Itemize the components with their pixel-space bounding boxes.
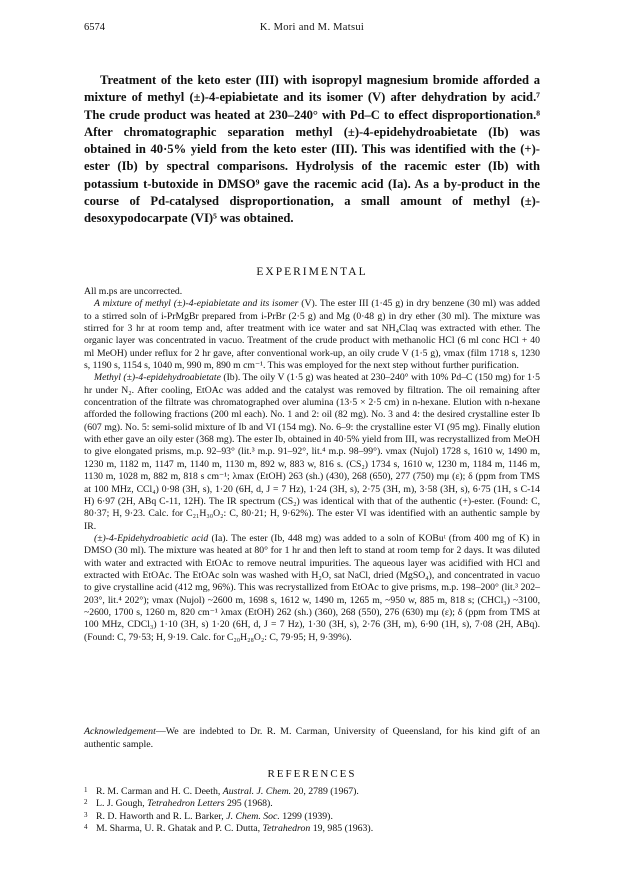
intro-section	[84, 72, 540, 228]
reference-item	[84, 811, 540, 823]
running-head-authors: K. Mori and M. Matsui	[259, 22, 365, 33]
running-head	[84, 22, 540, 36]
paragraph-2-body: (Ib). The oily V (1·5 g) was heated at 230–240° with 10% Pd–C (150 mg) for 1·5 hr under N₂. After cooling, EtOAc was added and the catalyst was removed by filtration. The oil remaining after concentration of the filtrate was chromatographed over alumina (13·5 × 2·5 cm) in n-hexane. Elution with n-hexane afforded the following fractions (200 ml each). No. 1 and 2: oil (82 mg). No. 3 and 4: the desired crystalline ester Ib (607 mg). No. 5: semi-solid mixture of Ib and VI (154 mg). No. 6–9: the crystalline ester VI (95 mg). Finally elution with ether gave an oily ester (368 mg). The ester Ib, obtained in 40·5% yield from III, was recrystallized from MeOH to give elongated prisms, m.p. 92–93° (lit.³ m.p. 91–92°, lit.⁴ m.p. 98–99°). νmax (Nujol) 1728 s, 1610 w, 1490 m, 1230 m, 1182 m, 1147 m, 1140 m, 1130 m, 892 w, 883 w, 816 s. (CS₂) 1734 s, 1610 w, 1230 m, 1184 m, 1146 m, 1130 m, 1028 m, 882 m, 818 s cm⁻¹; λmax (EtOH) 263 (sh.) (430), 268 (650), 277 (750) mμ (ε); δ (ppm from TMS at 100 MHz, CCl₄) 0·98 (3H, s), 1·20 (6H, d, J = 7 Hz), 1·24 (3H, s), 2·75 (3H, m), 3·58 (3H, s), 6·75 (1H, s C-14 H) 6·97 (2H, ABq C-11, 12H). The IR spectrum (CS₂) was identical with that of the authentic (+)-ester. (Found: C, 80·37; H, 9·23. Calc. for C₂₁H₃₀O₂: C, 80·21; H, 9·62%). The ester VI was identified with an authentic sample by IR.	[84, 372, 540, 532]
reference-details: 295 (1968).	[224, 798, 273, 810]
paragraph-1-title: A mixture of methyl (±)-4-epiabietate and its isomer	[94, 298, 299, 310]
reference-item	[84, 786, 540, 798]
reference-list	[84, 786, 540, 836]
reference-journal: Austral. J. Chem.	[222, 786, 292, 797]
reference-number: 3	[84, 810, 88, 819]
experimental-paragraph-2	[84, 372, 540, 532]
reference-journal: Tetrahedron Letters	[147, 798, 225, 810]
acknowledgement-section	[84, 726, 540, 751]
paragraph-3-title: (±)-4-Epidehydroabietic acid	[94, 532, 209, 544]
reference-authors: M. Sharma, U. R. Ghatak and P. C. Dutta,	[96, 823, 263, 835]
references-heading: REFERENCES	[267, 768, 357, 780]
reference-journal: Tetrahedron	[262, 823, 311, 835]
reference-authors: R. M. Carman and H. C. Deeth,	[96, 786, 223, 797]
experimental-paragraph-3	[84, 533, 540, 644]
reference-number: 4	[84, 823, 88, 832]
reference-authors: L. J. Gough,	[96, 798, 148, 810]
paragraph-2-title: Methyl (±)-4-epidehydroabietate	[94, 372, 221, 384]
paragraph-1-body: (V). The ester III (1·45 g) in dry benzene (30 ml) was added to a stirred soln of i-PrMgBr prepared from i-PrBr (2·5 g) and Mg (0·48 g) in dry ether (30 ml). The mixture was stirred for 3 hr at room temp and, after treatment with ice water and sat NH₄Claq was extracted with ether. The organic layer was concentrated in vacuo. Treatment of the crude product with methanolic HCl (6 ml conc HCl + 40 ml MeOH) under reflux for 2 hr gave, after conventional work-up, an oily crude V (1·5 g), νmax (film 1718 s, 1230 s, 1190 s, 1154 s, 1040 m, 990 m, 890 m cm⁻¹. This was employed for the next step without further purification.	[84, 298, 540, 372]
page-number: 6574	[84, 22, 105, 33]
experimental-paragraph-1	[84, 298, 540, 372]
reference-item	[84, 798, 540, 810]
reference-details: 1299 (1939).	[279, 810, 333, 822]
reference-details: 20, 2789 (1967).	[291, 786, 359, 797]
experimental-note: All m.ps are uncorrected.	[84, 286, 183, 297]
experimental-heading: EXPERIMENTAL	[256, 266, 368, 278]
reference-authors: R. D. Haworth and R. L. Barker,	[96, 810, 227, 822]
reference-journal: J. Chem. Soc.	[226, 810, 280, 822]
reference-number: 2	[84, 798, 88, 807]
paragraph-3-body: (Ia). The ester (Ib, 448 mg) was added to a soln of KOBuᵗ (from 400 mg of K) in DMSO (30 ml). The mixture was heated at 80° for 1 hr and then left to stand at room temp for 2 days. It was diluted with water and extracted with EtOAc to remove neutral impurities. The aqueous layer was acidified with HCl and extracted with EtOAc. The EtOAc soln was washed with H₂O, sat NaCl, dried (MgSO₄), and concentrated in vacuo to give crystalline acid (412 mg, 96%). This was recrystallized from EtOAc to give prisms, m.p. 198–200° (lit.³ 202–203°, lit.⁴ 202°); νmax (Nujol) ~2600 m, 1698 s, 1612 w, 1490 m, 1265 m, ~950 w, 885 m, 818 s; (CHCl₃) ~3100, ~2600, 1700 s, 1260 m, 820 cm⁻¹ λmax (EtOH) 262 (sh.) (360), 268 (550), 276 (630) mμ (ε); δ (ppm from TMS at 100 MHz, CDCl₃) 1·10 (3H, s) 1·20 (6H, d, J = 7 Hz), 1·30 (3H, s), 2·76 (3H, m), 6·90 (1H, s), 7·08 (2H, ABq). (Found: C, 79·53; H, 9·19. Calc. for C₂₀H₂₈O₂: C, 79·95; H, 9·39%).	[84, 532, 540, 643]
acknowledgement-title: Acknowledgement	[84, 726, 156, 737]
intro-paragraph: Treatment of the keto ester (III) with isopropyl magnesium bromide afforded a mixture of methyl (±)-4-epiabietate and its isomer (V) after dehydration by acid.⁷ The crude product was heated at 230–240° with Pd–C to effect disproportionation.⁸ After chromatographic separation methyl (±)-4-epidehydroabietate (Ib) was obtained in 40·5% yield from the keto ester (III). This was identified with the (+)-ester (Ib) by spectral comparisons. Hydrolysis of the racemic ester (Ib) with potassium t-butoxide in DMSO⁹ gave the racemic acid (Ia). As a by-product in the course of Pd-catalysed disproportionation, a small amount of methyl (±)-desoxypodocarpate (VI)⁵ was obtained.	[84, 73, 540, 226]
experimental-section	[84, 286, 540, 644]
reference-item	[84, 823, 540, 835]
reference-details: 19, 985 (1963).	[310, 823, 374, 835]
acknowledgement-body: —We are indebted to Dr. R. M. Carman, University of Queensland, for his kind gift of an authentic sample.	[84, 726, 540, 750]
reference-number: 1	[84, 786, 88, 794]
acknowledgement-paragraph	[84, 726, 540, 751]
